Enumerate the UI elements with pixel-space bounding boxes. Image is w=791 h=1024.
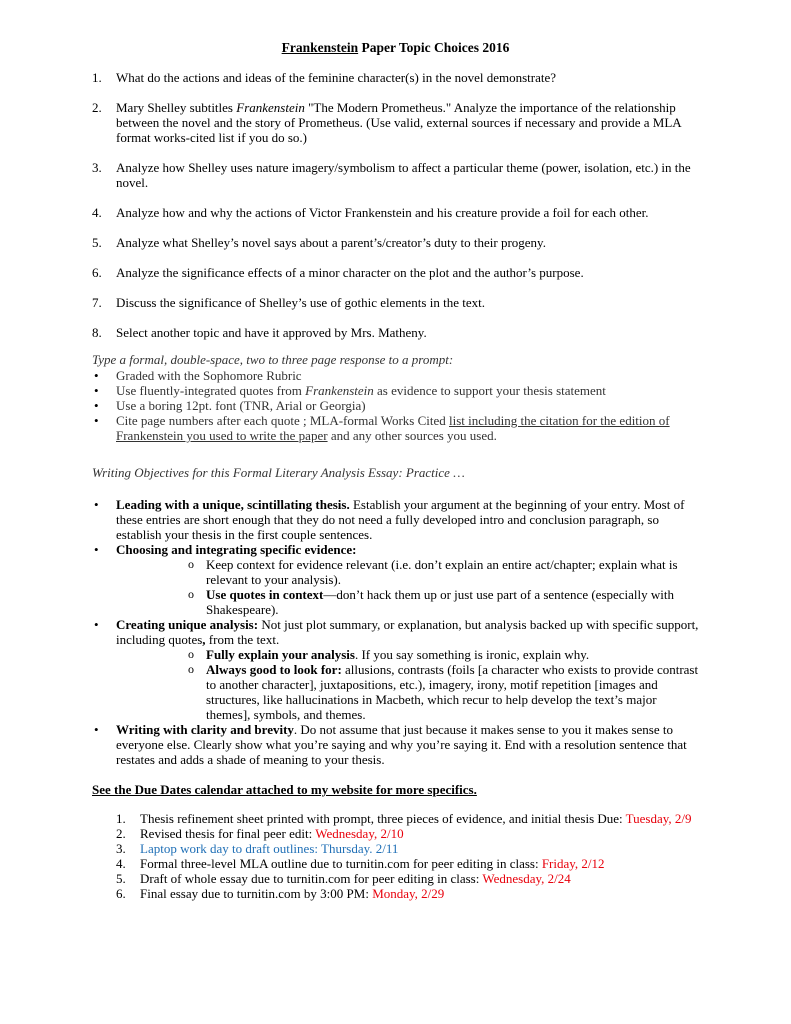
due-date: Wednesday, 2/24 [482, 871, 571, 886]
due-item: 1. Thesis refinement sheet printed with prompt, three pieces of evidence, and initial thesis Due: Tuesday, 2/9 [116, 811, 692, 826]
list-item: • Writing with clarity and brevity. Do not assume that just because it makes sense to you it makes sense to everyone else. Clearly show what you’re saying and why you’re saying it. End with a resolution sentence that restates and adds a shade of meaning to your thesis. [92, 722, 702, 767]
topic-item: 4. Analyze how and why the actions of Victor Frankenstein and his creature provide a foil for each other. [92, 205, 649, 220]
topic-item: 1. What do the actions and ideas of the feminine character(s) in the novel demonstrate? [92, 70, 557, 85]
topic-item: 5. Analyze what Shelley’s novel says about a parent’s/creator’s duty to their progeny. [92, 235, 546, 250]
topic-item: 2. Mary Shelley subtitles Frankenstein "The Modern Prometheus." Analyze the importance of the relationship between the novel and the story of Prometheus. (Use valid, external sources if necessary and provide a MLA format works-cited list if you do so.) [92, 100, 681, 145]
sub-list [116, 557, 702, 617]
title-rest: Paper Topic Choices 2016 [358, 40, 510, 55]
title-novel: Frankenstein [281, 40, 359, 55]
due-dates-heading: See the Due Dates calendar attached to my website for more specifics. [92, 782, 477, 797]
objectives-list [92, 497, 702, 767]
topic-item: 8. Select another topic and have it approved by Mrs. Matheny. [92, 325, 427, 340]
list-item: • Choosing and integrating specific evidence: o Keep context for evidence relevant (i.e. don’t explain an entire act/chapter; explain what is relevant to your analysis). o Use quotes in context—don’t hack them up or just use part of a sentence (especially with Shakespeare). [92, 542, 702, 617]
instructions-section [92, 352, 702, 443]
due-item: 2. Revised thesis for final peer edit: Wednesday, 2/10 [116, 826, 404, 841]
due-item: 6. Final essay due to turnitin.com by 3:00 PM: Monday, 2/29 [116, 886, 445, 901]
list-item: • Use a boring 12pt. font (TNR, Arial or Georgia) [92, 398, 702, 413]
sub-list [116, 647, 702, 722]
due-date: Monday, 2/29 [372, 886, 445, 901]
sub-list-item: o Use quotes in context—don’t hack them up or just use part of a sentence (especially with Shakespeare). [116, 587, 702, 617]
objectives-section [92, 497, 702, 767]
due-dates-list [116, 811, 701, 901]
topic-item: 6. Analyze the significance effects of a minor character on the plot and the author’s purpose. [92, 265, 584, 280]
due-date: Wednesday, 2/10 [315, 826, 404, 841]
due-item: 4. Formal three-level MLA outline due to turnitin.com for peer editing in class: Friday, 2/12 [116, 856, 605, 871]
list-item: • Leading with a unique, scintillating thesis. Establish your argument at the beginning of your entry. Most of these entries are short enough that they do not need a fully developed intro and conclusion paragraph, so establish your thesis in the first couple sentences. [92, 497, 702, 542]
objectives-heading: Writing Objectives for this Formal Literary Analysis Essay: Practice … [92, 465, 465, 480]
due-date: Friday, 2/12 [541, 856, 605, 871]
topic-item: 3. Analyze how Shelley uses nature imagery/symbolism to affect a particular theme (power, isolation, etc.) in the novel. [92, 160, 691, 190]
list-item: • Use fluently-integrated quotes from Frankenstein as evidence to support your thesis statement [92, 383, 702, 398]
due-item: 3. Laptop work day to draft outlines: Thursday. 2/11 [116, 841, 399, 856]
sub-list-item: o Keep context for evidence relevant (i.e. don’t explain an entire act/chapter; explain what is relevant to your analysis). [116, 557, 702, 587]
list-item: • Creating unique analysis: Not just plot summary, or explanation, but analysis backed up with specific support, including quotes, from the text. o Fully explain your analysis. If you say something is ironic, explain why. o Always good to look for: allusions, contrasts (foils [a character who exists to provide contrast to another character], juxtapositions, etc.), imagery, irony, motif repetition [images and structures, like hallucinations in Macbeth, which recur to help develop the text’s major themes], symbols, and themes. [92, 617, 702, 722]
instructions-list [92, 368, 702, 443]
due-date: Tuesday, 2/9 [625, 811, 692, 826]
page-title [0, 40, 791, 55]
due-date: Laptop work day to draft outlines: Thursday. 2/11 [140, 841, 399, 856]
list-item: • Cite page numbers after each quote ; MLA-formal Works Cited list including the citation for the edition of Frankenstein you used to write the paper and any other sources you used. [92, 413, 702, 443]
due-item: 5. Draft of whole essay due to turnitin.com for peer editing in class: Wednesday, 2/24 [116, 871, 571, 886]
topic-list [92, 70, 712, 355]
list-item: • Graded with the Sophomore Rubric [92, 368, 702, 383]
instructions-heading: Type a formal, double-space, two to three page response to a prompt: [92, 352, 454, 367]
sub-list-item: o Fully explain your analysis. If you say something is ironic, explain why. [116, 647, 702, 662]
topic-item: 7. Discuss the significance of Shelley’s use of gothic elements in the text. [92, 295, 485, 310]
sub-list-item: o Always good to look for: allusions, contrasts (foils [a character who exists to provide contrast to another character], juxtapositions, etc.), imagery, irony, motif repetition [images and structures, like hallucinations in Macbeth, which recur to help develop the text’s major themes], symbols, and themes. [116, 662, 702, 722]
